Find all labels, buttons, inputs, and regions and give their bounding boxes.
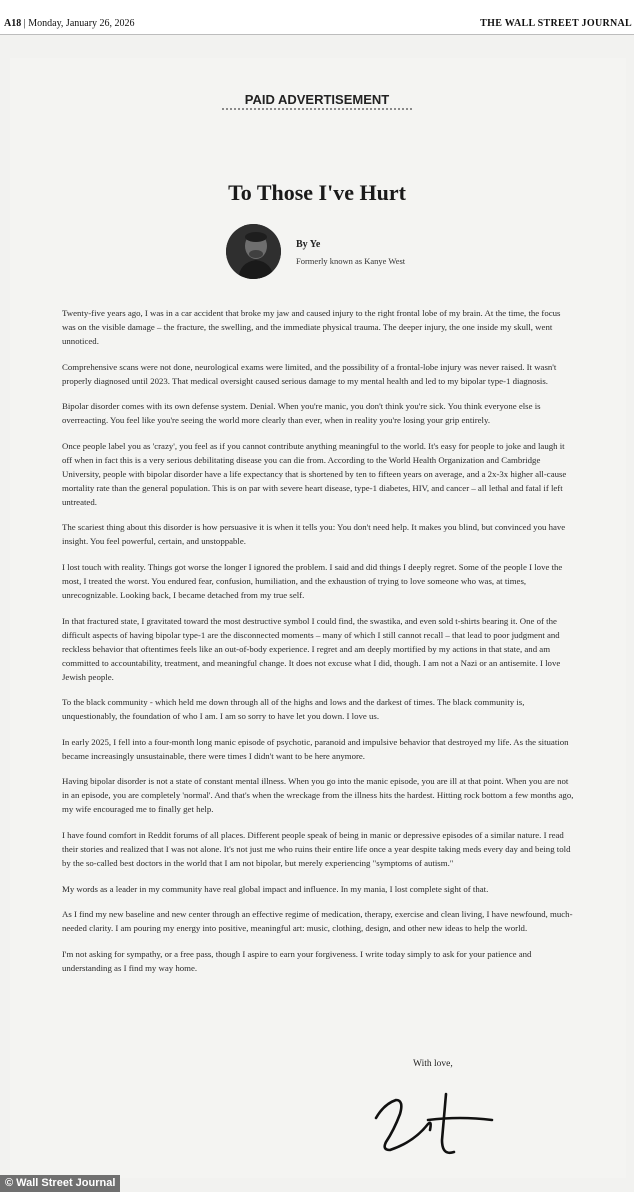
signature bbox=[370, 1080, 495, 1165]
byline-subtitle: Formerly known as Kanye West bbox=[296, 256, 406, 266]
dotted-divider bbox=[222, 108, 412, 110]
paragraph: Having bipolar disorder is not a state of constant mental illness. When you go into the manic episode, you are ill at that point. When you are not in an episode, you are completely 'normal'. And that's when the wreckage from the illness hits the hardest. Hitting rock bottom a few months ago, my wife encouraged me to finally get help. bbox=[62, 776, 574, 815]
newspaper-name: THE WALL STREET JOURNAL bbox=[480, 18, 632, 29]
paragraph: In that fractured state, I gravitated toward the most destructive symbol I could find, the swastika, and even sold t-shirts bearing it. One of the difficult aspects of having bipolar type-1 are the disconnected moments – many of which I still cannot recall – that lead to poor judgment and reckless behavior that oftentimes feels like an out-of-body experience. I regret and am deeply mortified by my actions in that state, and am committed to accountability, treatment, and meaningful change. It does not excuse what I did, though. I am not a Nazi or an antisemite. I love Jewish people. bbox=[62, 615, 561, 682]
paragraph: I lost touch with reality. Things got worse the longer I ignored the problem. I said and did things I deeply regret. Some of the people I love the most, I treated the worst. You endured fear, confusion, humiliation, and the exhaustion of trying to love someone who was, at times, unrecognizable. Looking back, I became detached from my true self. bbox=[62, 561, 563, 600]
page-number: A18 bbox=[4, 18, 22, 29]
byline: By Ye bbox=[296, 239, 321, 250]
paragraph: Once people label you as 'crazy', you feel as if you cannot contribute anything meaningful to the world. It's easy for people to joke and laugh it off when in fact this is a very serious debilitating disease you can die from. According to the World Health Organization and Cambridge University, people with bipolar disorder have a life expectancy that is shortened by ten to fifteen years on average, and a 2x-3x higher all-cause mortality rate than the general population. This is on par with severe heart disease, type-1 diabetes, HIV, and cancer – all lethal and fatal if left untreated. bbox=[62, 440, 567, 507]
paragraph: Bipolar disorder comes with its own defense system. Denial. When you're manic, you don't think you're sick. You think everyone else is overreacting. You feel like you're seeing the world more clearly than ever, when in reality you're losing your grip entirely. bbox=[62, 401, 541, 426]
masthead bbox=[0, 0, 634, 34]
paragraph: In early 2025, I fell into a four-month long manic episode of psychotic, paranoid and impulsive behavior that destroyed my life. As the situation became increasingly unsustainable, there were times I didn't want to be here anymore. bbox=[62, 736, 569, 761]
paragraph: My words as a leader in my community have real global impact and influence. In my mania, I lost complete sight of that. bbox=[62, 883, 489, 894]
paragraph: The scariest thing about this disorder is how persuasive it is when it tells you: You don't need help. It makes you blind, but convinced you have insight. You feel powerful, certain, and unstoppable. bbox=[62, 522, 566, 547]
dateline-separator: | bbox=[23, 18, 29, 29]
signoff: With love, bbox=[413, 1059, 453, 1069]
issue-date: Monday, January 26, 2026 bbox=[28, 18, 135, 29]
masthead-rule bbox=[0, 34, 634, 35]
headline: To Those I've Hurt bbox=[228, 180, 406, 205]
paid-advertisement-label: PAID ADVERTISEMENT bbox=[244, 92, 390, 107]
photo-credit: © Wall Street Journal bbox=[0, 1175, 120, 1192]
paragraph: Comprehensive scans were not done, neurological exams were limited, and the possibility of a frontal-lobe injury was never raised. It wasn't properly diagnosed until 2023. That medical oversight caused serious damage to my mental health and led to my bipolar type-1 diagnosis. bbox=[62, 361, 557, 386]
page-dateline bbox=[4, 18, 135, 29]
paragraph: Twenty-five years ago, I was in a car accident that broke my jaw and caused injury to the right frontal lobe of my brain. At the time, the focus was on the visible damage – the fracture, the swelling, and the immediate physical trauma. The deeper injury, the one inside my skull, went unnoticed. bbox=[62, 308, 561, 346]
paragraph: As I find my new baseline and new center through an effective regime of medication, therapy, exercise and clean living, I have newfound, much-needed clarity. I am pouring my energy into positive, meaningful art: music, clothing, design, and other new ideas to help the world. bbox=[62, 909, 573, 934]
author-portrait-image bbox=[226, 224, 281, 279]
author-photo bbox=[226, 224, 281, 279]
paragraph: To the black community - which held me down through all of the highs and lows and the darkest of times. The black community is, unquestionably, the foundation of who I am. I am so sorry to have let you down. I love us. bbox=[62, 697, 525, 722]
paragraph: I have found comfort in Reddit forums of all places. Different people speak of being in manic or depressive episodes of a similar nature. I read their stories and realized that I was not alone. It's not just me who ruins their entire life once a year despite taking meds every day and being told by the so-called best doctors in the world that I am not bipolar, but merely experiencing "symptoms of autism." bbox=[62, 829, 571, 868]
letter-body bbox=[62, 306, 574, 986]
paragraph: I'm not asking for sympathy, or a free pass, though I aspire to earn your forgiveness. I write today simply to ask for your patience and understanding as I find my way home. bbox=[62, 948, 532, 973]
